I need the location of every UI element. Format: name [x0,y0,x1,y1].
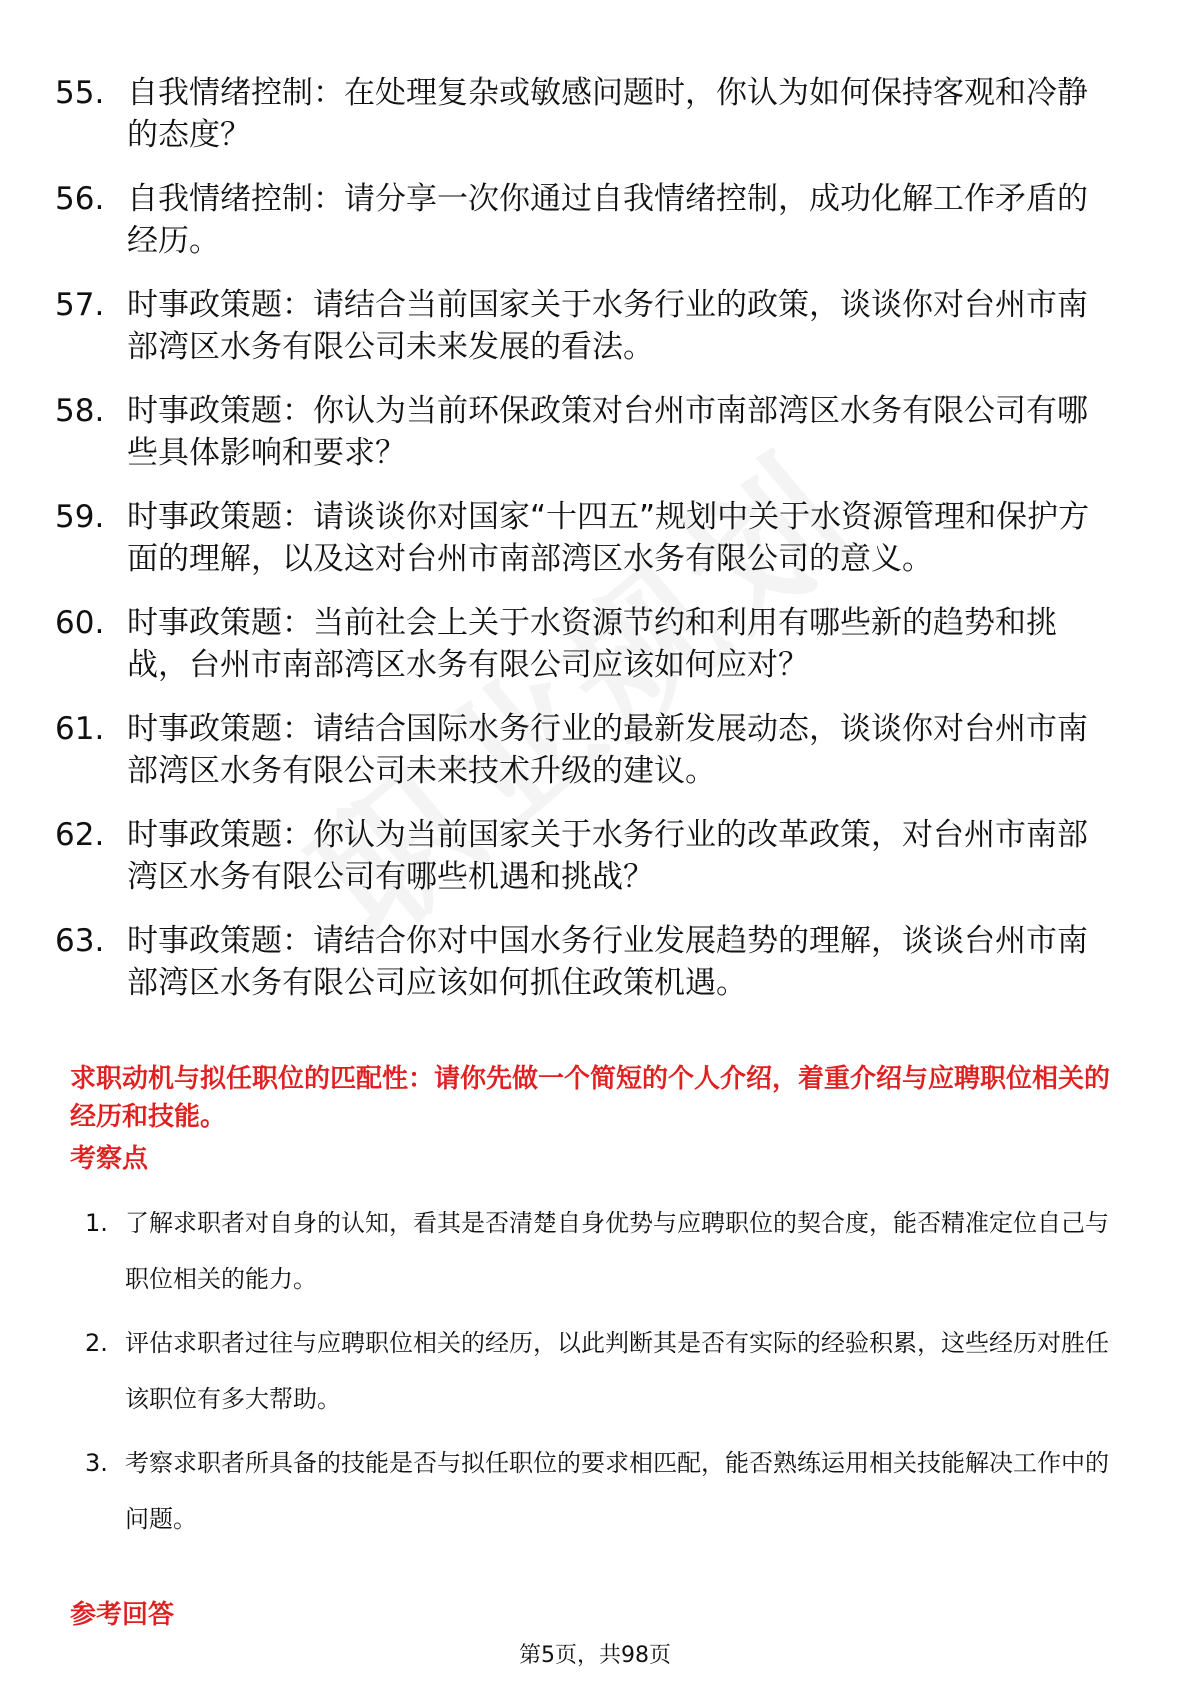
question-number: 55. [55,75,105,111]
assessment-points [85,1195,1115,1555]
point-number: 3. [85,1449,108,1477]
question-number: 60. [55,605,105,641]
question-text: 时事政策题：请结合当前国家关于水务行业的政策，谈谈你对台州市南部湾区水务有限公司未来发展的看法。 [127,287,1088,365]
point-text: 了解求职者对自身的认知，看其是否清楚自身优势与应聘职位的契合度，能否精准定位自己与职位相关的能力。 [125,1209,1109,1293]
question-text: 时事政策题：请结合国际水务行业的最新发展动态，谈谈你对台州市南部湾区水务有限公司未来技术升级的建议。 [127,711,1088,789]
question-item [55,814,1110,898]
list-item [85,1315,1115,1427]
question-text: 自我情绪控制：请分享一次你通过自我情绪控制，成功化解工作矛盾的经历。 [127,181,1088,259]
question-item [55,602,1110,686]
question-number: 59. [55,499,105,535]
question-number: 62. [55,817,105,853]
section-title: 求职动机与拟任职位的匹配性：请你先做一个简短的个人介绍，着重介绍与应聘职位相关的经历和技能。 [70,1064,1111,1132]
question-number: 57. [55,287,105,323]
question-item [55,708,1110,792]
point-text: 评估求职者过往与应聘职位相关的经历，以此判断其是否有实际的经验积累，这些经历对胜任该职位有多大帮助。 [125,1329,1109,1413]
question-text: 自我情绪控制：在处理复杂或敏感问题时，你认为如何保持客观和冷静的态度？ [127,75,1088,153]
question-number: 56. [55,181,105,217]
question-number: 61. [55,711,105,747]
list-item [85,1435,1115,1547]
point-text: 考察求职者所具备的技能是否与拟任职位的要求相匹配，能否熟练运用相关技能解决工作中的问题。 [125,1449,1109,1533]
question-item [55,390,1110,474]
list-item [85,1195,1115,1307]
question-text: 时事政策题：请谈谈你对国家“十四五”规划中关于水资源管理和保护方面的理解，以及这对台州市南部湾区水务有限公司的意义。 [127,499,1090,577]
question-text: 时事政策题：你认为当前环保政策对台州市南部湾区水务有限公司有哪些具体影响和要求？ [127,393,1088,471]
question-number: 63. [55,923,105,959]
question-item [55,496,1110,580]
page-footer: 第5页，共98页 [519,1643,671,1668]
question-item [55,920,1110,1004]
answer-heading: 参考回答 [70,1600,175,1630]
question-list [55,72,1110,1026]
assessment-heading: 考察点 [70,1144,149,1174]
point-number: 2. [85,1329,108,1357]
question-item [55,178,1110,262]
question-number: 58. [55,393,105,429]
question-text: 时事政策题：请结合你对中国水务行业发展趋势的理解，谈谈台州市南部湾区水务有限公司应该如何抓住政策机遇。 [127,923,1088,1001]
question-text: 时事政策题：你认为当前国家关于水务行业的改革政策，对台州市南部湾区水务有限公司有哪些机遇和挑战？ [127,817,1088,895]
question-text: 时事政策题：当前社会上关于水资源节约和利用有哪些新的趋势和挑战，台州市南部湾区水务有限公司应该如何应对？ [127,605,1057,683]
question-item [55,284,1110,368]
point-number: 1. [85,1209,108,1237]
question-item [55,72,1110,156]
